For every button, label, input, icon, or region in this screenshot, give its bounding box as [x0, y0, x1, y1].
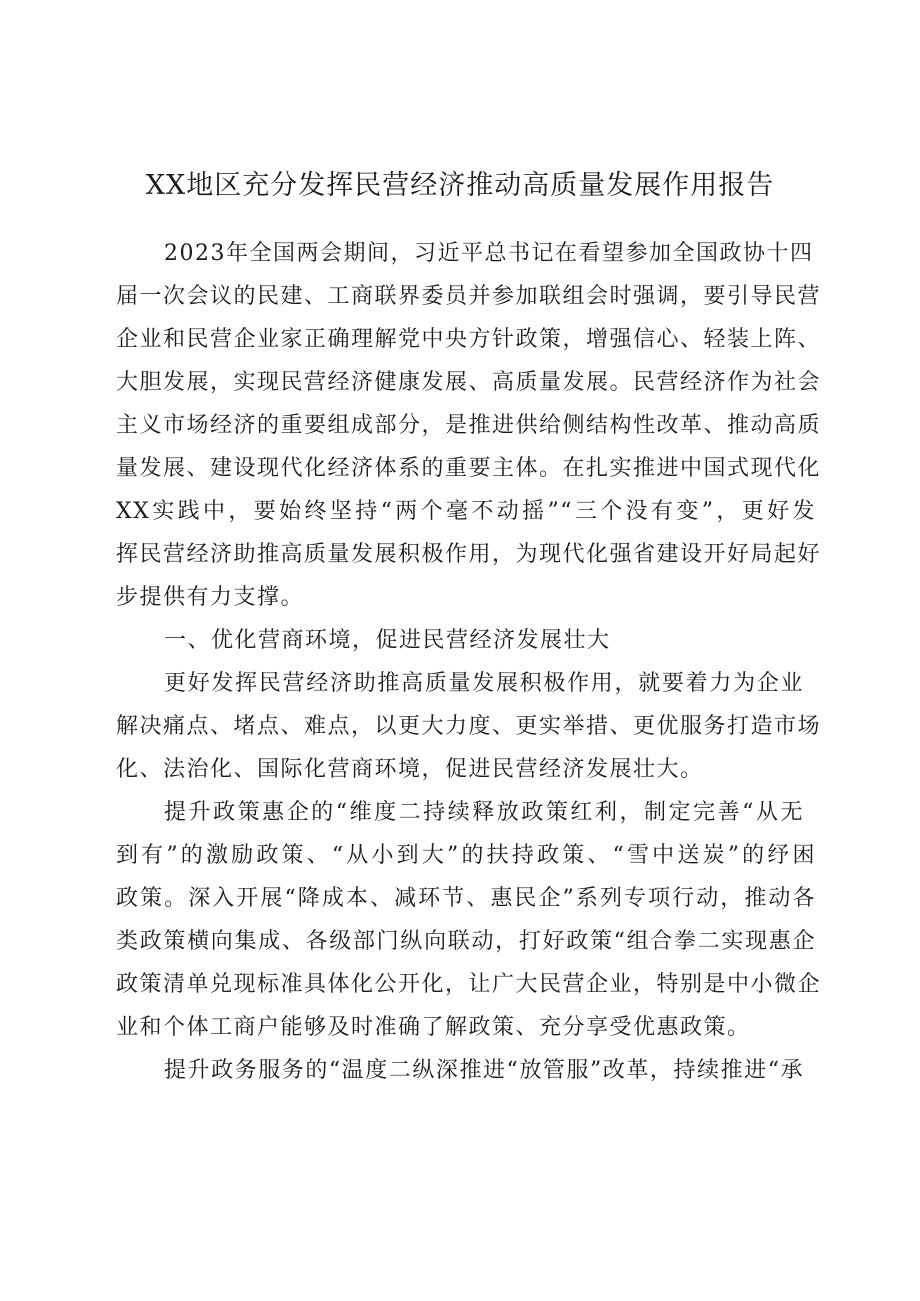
- service-line: 提升政务服务的“温度二纵深推进“放管服”改革，持续推进“承: [164, 1058, 804, 1083]
- section-heading: 一、优化营商环境，促进民营经济发展壮大: [164, 628, 611, 653]
- policy-line: 业和个体工商户能够及时准确了解政策、充分享受优惠政策。: [116, 1015, 751, 1040]
- intro-line: 企业和民营企业家正确理解党中央方针政策，增强信心、轻装上阵、: [116, 327, 822, 352]
- intro-line: 主义市场经济的重要组成部分，是推进供给侧结构性改革、推动高质: [116, 413, 822, 438]
- policy-line: 提升政策惠企的“维度二持续释放政策红利，制定完善“从无: [164, 800, 804, 825]
- section1-line: 更好发挥民营经济助推高质量发展积极作用，就要着力为企业: [164, 671, 804, 696]
- policy-line: 政策清单兑现标准具体化公开化，让广大民营企业，特别是中小微企: [116, 972, 822, 997]
- policy-line: 政策。深入开展“降成本、减环节、惠民企”系列专项行动，推动各: [116, 886, 816, 911]
- intro-line: 量发展、建设现代化经济体系的重要主体。在扎实推进中国式现代化: [116, 456, 822, 481]
- intro-line: 大胆发展，实现民营经济健康发展、高质量发展。民营经济作为社会: [116, 370, 822, 395]
- intro-line: 挥民营经济助推高质量发展积极作用，为现代化强省建设开好局起好: [116, 542, 822, 567]
- intro-line: 2023年全国两会期间，习近平总书记在看望参加全国政协十四: [164, 241, 814, 266]
- intro-line: 步提供有力支撑。: [116, 585, 305, 610]
- section1-line: 化、法治化、国际化营商环境，促进民营经济发展壮大。: [116, 757, 704, 782]
- policy-line: 类政策横向集成、各级部门纵向联动，打好政策“组合拳二实现惠企: [116, 929, 816, 954]
- intro-line: XX实践中，要始终坚持“两个毫不动摇”“三个没有变”，更好发: [116, 499, 816, 524]
- intro-line: 届一次会议的民建、工商联界委员并参加联组会时强调，要引导民营: [116, 284, 822, 309]
- policy-line: 到有”的激励政策、“从小到大”的扶持政策、“雪中送炭”的纾困: [116, 843, 816, 868]
- document-title: XX地区充分发挥民营经济推动高质量发展作用报告: [145, 170, 775, 201]
- section1-line: 解决痛点、堵点、难点，以更大力度、更实举措、更优服务打造市场: [116, 714, 822, 739]
